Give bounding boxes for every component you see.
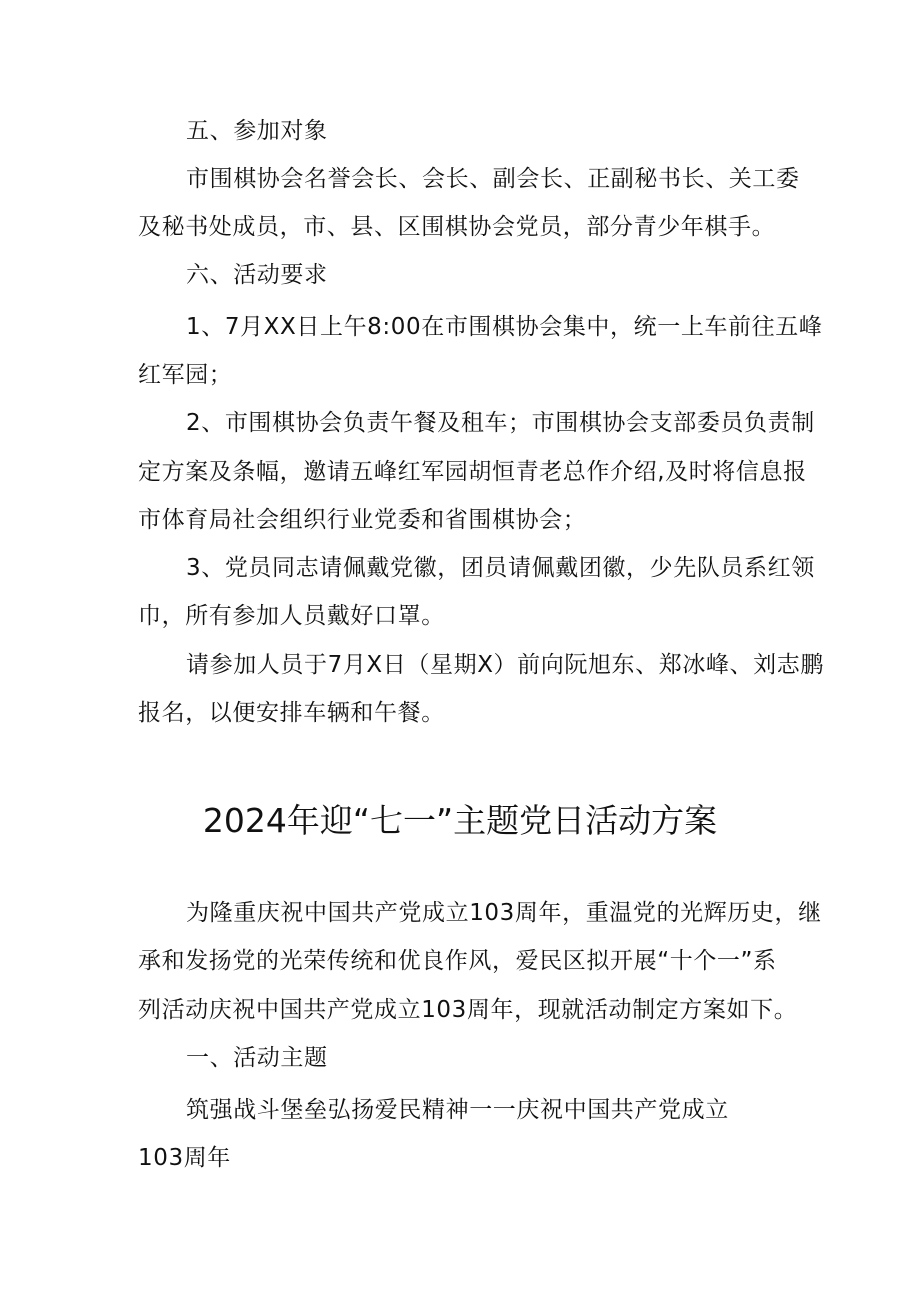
paragraph-line: 列活动庆祝中国共产党成立103周年，现就活动制定方案如下。 [138, 997, 798, 1023]
paragraph-line: 2、市围棋协会负责午餐及租车；市围棋协会支部委员负责制 [186, 410, 815, 436]
heading-requirements: 六、活动要求 [186, 262, 328, 288]
paragraph-line: 请参加人员于7月X日（星期X）前向阮旭东、郑冰峰、刘志鹏 [186, 652, 824, 678]
heading-activity-theme: 一、活动主题 [186, 1045, 328, 1071]
paragraph-line: 为隆重庆祝中国共产党成立103周年，重温党的光辉历史，继 [186, 900, 822, 926]
paragraph-line: 1、7月XX日上午8:00在市围棋协会集中，统一上车前往五峰 [186, 314, 823, 340]
paragraph-line: 103周年 [138, 1145, 231, 1171]
paragraph-line: 市围棋协会名誉会长、会长、副会长、正副秘书长、关工委 [186, 166, 800, 192]
paragraph-line: 3、党员同志请佩戴党徽，团员请佩戴团徽，少先队员系红领 [186, 555, 815, 581]
paragraph-line: 及秘书处成员，市、县、区围棋协会党员，部分青少年棋手。 [138, 214, 776, 240]
paragraph-line: 筑强战斗堡垒弘扬爱民精神一一庆祝中国共产党成立 [186, 1097, 729, 1123]
paragraph-line: 报名，以便安排车辆和午餐。 [138, 700, 445, 726]
paragraph-line: 红军园； [138, 362, 233, 388]
paragraph-line: 巾，所有参加人员戴好口罩。 [138, 603, 445, 629]
heading-participants: 五、参加对象 [186, 118, 328, 144]
paragraph-line: 定方案及条幅，邀请五峰红军园胡恒青老总作介绍,及时将信息报 [138, 459, 807, 485]
document-title: 2024年迎“七一”主题党日活动方案 [202, 801, 718, 840]
paragraph-line: 承和发扬党的光荣传统和优良作风，爱民区拟开展“十个一”系 [138, 948, 777, 974]
paragraph-line: 市体育局社会组织行业党委和省围棋协会； [138, 507, 587, 533]
